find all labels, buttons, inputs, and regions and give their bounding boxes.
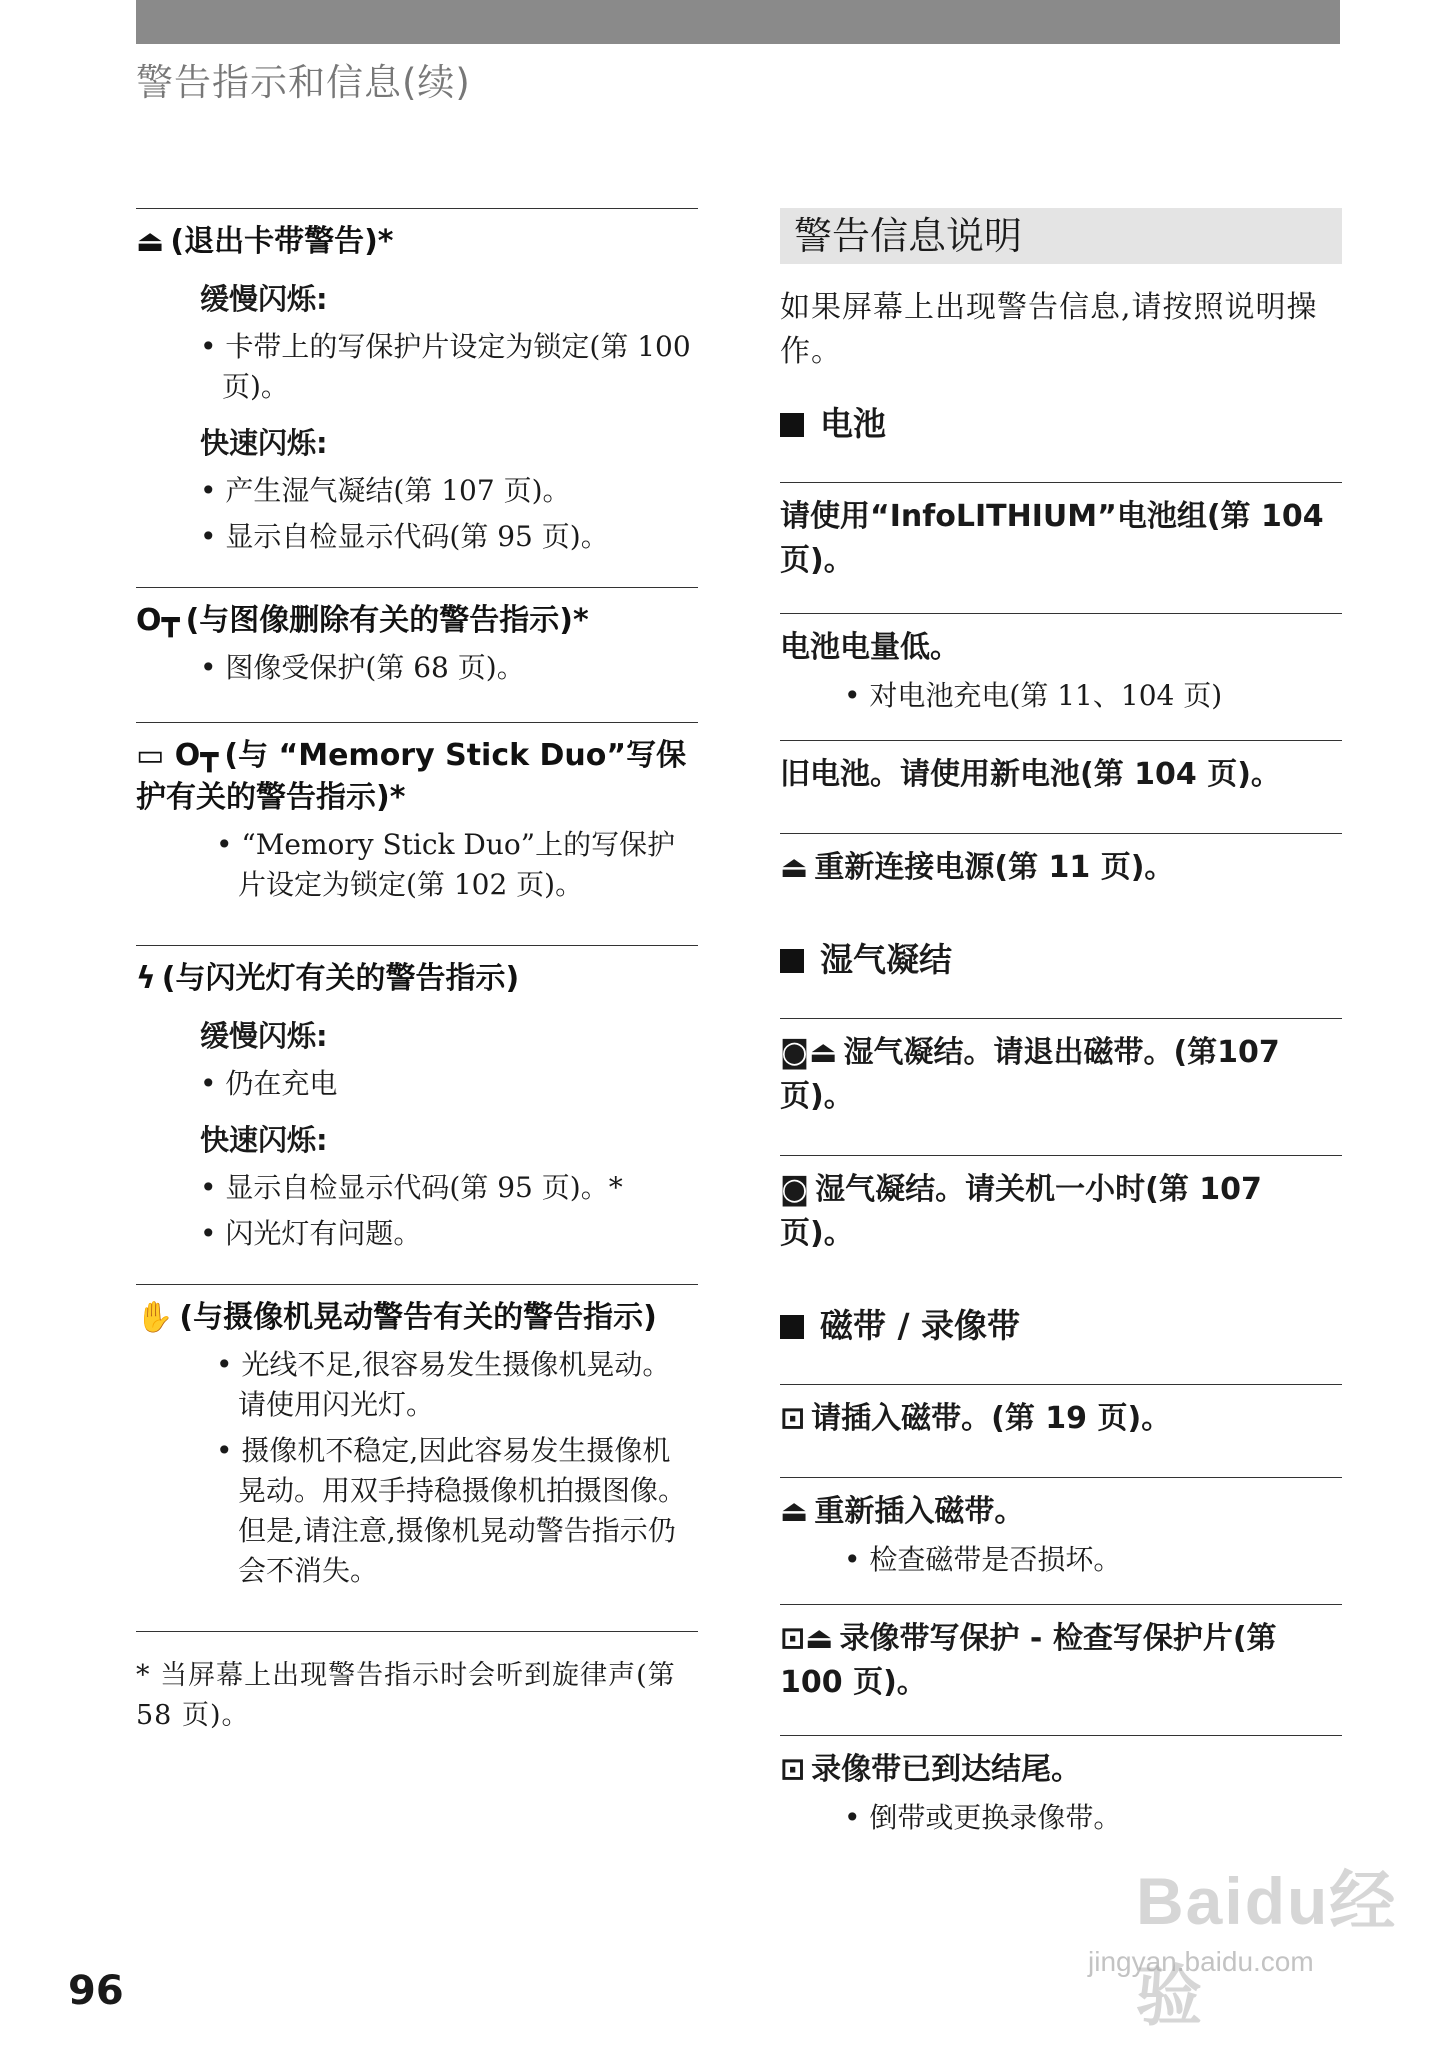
list-item: • 闪光灯有问题。 xyxy=(200,1214,698,1254)
camera-shake-list xyxy=(216,1345,698,1591)
flash-slow-list xyxy=(200,1064,698,1104)
list-item: • 仍在充电 xyxy=(200,1064,698,1104)
message-list xyxy=(844,1798,1342,1838)
watermark-url: jingyan.baidu.com xyxy=(1088,1946,1314,1977)
left-column xyxy=(136,208,698,1736)
page-number: 96 xyxy=(68,1968,124,2014)
memory-stick-warning-block xyxy=(136,722,698,905)
footnote: * 当屏幕上出现警告指示时会听到旋律声(第 58 页)。 xyxy=(136,1631,698,1736)
message-list xyxy=(844,676,1342,716)
message-block xyxy=(780,833,1342,890)
memory-stick-warning-title: (与 “Memory Stick Duo”写保护有关的警告指示)* xyxy=(136,738,687,815)
message-list xyxy=(844,1540,1342,1580)
message-text: 电池电量低。 xyxy=(780,630,960,665)
memory-stick-lock-icon: ▭ O┳ xyxy=(136,738,219,773)
list-item: • 检查磁带是否损坏。 xyxy=(844,1540,1342,1580)
slow-flash-label: 缓慢闪烁: xyxy=(200,1019,328,1053)
condensation-eject-icon: ◙⏏ xyxy=(780,1035,838,1070)
message-text: 湿气凝结。请退出磁带。(第107 页)。 xyxy=(780,1035,1280,1114)
message-text: 请使用“InfoLITHIUM”电池组(第 104 页)。 xyxy=(780,499,1324,578)
list-item: • 产生湿气凝结(第 107 页)。 xyxy=(200,471,698,511)
eject-warning-title: (退出卡带警告)* xyxy=(170,224,394,259)
message-block xyxy=(780,740,1342,797)
square-bullet-icon xyxy=(780,1315,804,1339)
list-item: • 图像受保护(第 68 页)。 xyxy=(200,648,698,688)
flash-warning-title: (与闪光灯有关的警告指示) xyxy=(161,961,520,996)
eject-icon: ⏏ xyxy=(136,224,165,259)
camera-shake-warning-block xyxy=(136,1284,698,1591)
fast-flash-label: 快速闪烁: xyxy=(200,426,328,460)
key-icon: O┳ xyxy=(136,603,180,638)
protect-warning-block xyxy=(136,587,698,688)
category-heading: 湿气凝结 xyxy=(780,938,1342,982)
message-block xyxy=(780,1735,1342,1838)
eject-slow-list xyxy=(200,327,698,407)
condensation-icon: ◙ xyxy=(780,1172,810,1207)
message-text: 重新连接电源(第 11 页)。 xyxy=(814,850,1175,885)
eject-icon: ⏏ xyxy=(780,1494,809,1529)
category-heading: 磁带 / 录像带 xyxy=(780,1304,1342,1348)
protect-list xyxy=(200,648,698,688)
cassette-icon: ⊡ xyxy=(780,1752,806,1787)
square-bullet-icon xyxy=(780,413,804,437)
list-item: • 对电池充电(第 11、104 页) xyxy=(844,676,1342,716)
list-item: • 显示自检显示代码(第 95 页)。 xyxy=(200,517,698,557)
message-block xyxy=(780,482,1342,583)
right-column xyxy=(780,208,1342,1844)
slow-flash-label: 缓慢闪烁: xyxy=(200,282,328,316)
message-block xyxy=(780,1604,1342,1705)
camera-shake-icon: ✋ xyxy=(136,1300,174,1335)
camera-shake-warning-title: (与摄像机晃动警告有关的警告指示) xyxy=(179,1300,657,1335)
list-item: • 显示自检显示代码(第 95 页)。* xyxy=(200,1168,698,1208)
list-item: • 摄像机不稳定,因此容易发生摄像机晃动。用双手持稳摄像机拍摄图像。但是,请注意,摄像机晃动警告指示仍会不消失。 xyxy=(216,1431,698,1591)
section-title: 警告信息说明 xyxy=(780,208,1342,264)
message-text: 录像带已到达结尾。 xyxy=(811,1752,1082,1787)
message-text: 湿气凝结。请关机一小时(第 107 页)。 xyxy=(780,1172,1262,1251)
list-item: • 倒带或更换录像带。 xyxy=(844,1798,1342,1838)
message-block xyxy=(780,1155,1342,1256)
message-block xyxy=(780,613,1342,716)
top-bar xyxy=(136,0,1340,44)
eject-fast-list xyxy=(200,471,698,557)
message-text: 录像带写保护 - 检查写保护片(第 100 页)。 xyxy=(780,1621,1277,1700)
message-block xyxy=(780,1018,1342,1119)
list-item: • 光线不足,很容易发生摄像机晃动。请使用闪光灯。 xyxy=(216,1345,698,1425)
message-block xyxy=(780,1477,1342,1580)
eject-warning-block xyxy=(136,208,698,557)
message-block xyxy=(780,1384,1342,1441)
message-text: 请插入磁带。(第 19 页)。 xyxy=(811,1401,1172,1436)
protect-warning-title: (与图像删除有关的警告指示)* xyxy=(185,603,589,638)
cassette-eject-icon: ⊡⏏ xyxy=(780,1621,834,1656)
flash-fast-list xyxy=(200,1168,698,1254)
eject-icon: ⏏ xyxy=(780,850,809,885)
watermark-logo: Baidu经验 xyxy=(1136,1864,1398,2033)
intro-text: 如果屏幕上出现警告信息,请按照说明操作。 xyxy=(780,290,1318,369)
cassette-icon: ⊡ xyxy=(780,1401,806,1436)
category-heading: 电池 xyxy=(780,402,1342,446)
running-head: 警告指示和信息(续) xyxy=(136,61,471,104)
fast-flash-label: 快速闪烁: xyxy=(200,1123,328,1157)
list-item: • “Memory Stick Duo”上的写保护片设定为锁定(第 102 页)。 xyxy=(216,825,698,905)
list-item: • 卡带上的写保护片设定为锁定(第 100 页)。 xyxy=(200,327,698,407)
message-text: 旧电池。请使用新电池(第 104 页)。 xyxy=(780,757,1281,792)
memory-stick-list xyxy=(216,825,698,905)
message-text: 重新插入磁带。 xyxy=(814,1494,1025,1529)
square-bullet-icon xyxy=(780,949,804,973)
flash-icon: ϟ xyxy=(136,961,156,996)
flash-warning-block xyxy=(136,945,698,1254)
